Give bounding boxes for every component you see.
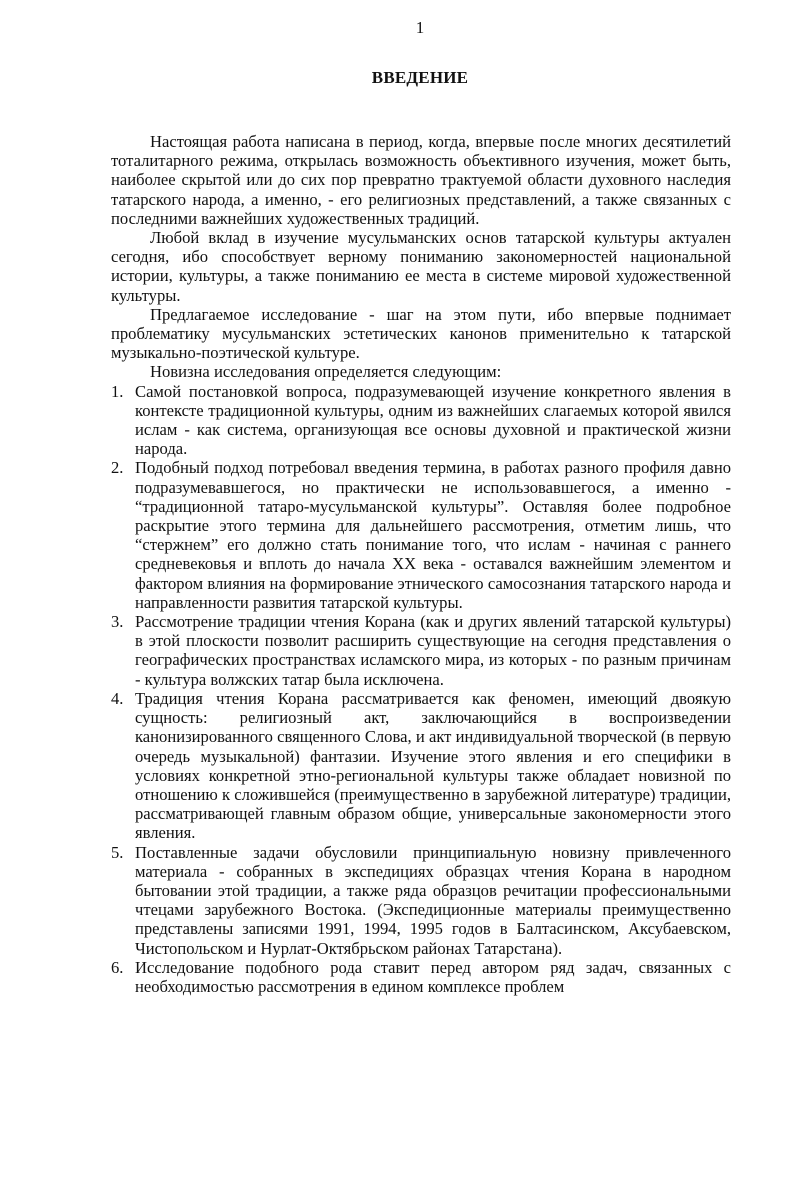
- list-item: [111, 689, 731, 843]
- paragraph-research: Предлагаемое исследование - шаг на этом пути, ибо впервые поднимает проблематику мусульманских эстетических канонов применительно к татарской музыкально-поэтической культуре.: [111, 304, 731, 363]
- list-item-number: 1.: [111, 381, 124, 401]
- list-item-text: Традиция чтения Корана рассматривается как феномен, имеющий двоякую сущность: религиозный акт, заключающийся в воспроизведении канонизированного священного Слова, и акт индивидуальной творческой (в первую очередь музыкальной) фантазии. Изучение этого явления и его специфики в условиях конкретной этно-региональной культуры также обладает новизной по отношению к сложившейся (преимущественно в зарубежной литературе) традиции, рассматривающей главным образом общие, универсальные закономерности этого явления.: [135, 688, 731, 843]
- list-item: [111, 958, 731, 996]
- list-item: [111, 458, 731, 612]
- list-item: [111, 612, 731, 689]
- document-body: [111, 132, 731, 996]
- page-title: ВВЕДЕНИЕ: [371, 68, 469, 87]
- list-item-text: Рассмотрение традиции чтения Корана (как и других явлений татарской культуры) в этой плоскости позволит расширить существующие на сегодня представления о географических пространствах исламского мира, из которых - по разным причинам - культура волжских татар была исключена.: [135, 612, 731, 689]
- list-item-text: Самой постановкой вопроса, подразумевающей изучение конкретного явления в контексте традиционной культуры, одним из важнейших слагаемых которой явился ислам - как система, организующая все основы духовной и практической жизни народа.: [135, 381, 731, 459]
- list-item-number: 6.: [111, 957, 124, 977]
- paragraph-novelty: Новизна исследования определяется следующим:: [150, 362, 502, 382]
- paragraph-relevance: Любой вклад в изучение мусульманских основ татарской культуры актуален сегодня, ибо способствует верному пониманию закономерностей национальной истории, культуры, а также пониманию ее места в системе мировой художественной культуры.: [111, 228, 731, 305]
- list-item-text: Подобный подход потребовал введения термина, в работах разного профиля давно подразумевавшегося, но практически не использовавшегося, а именно - “традиционной татаро-мусульманской культуры”. Оставляя более подробное раскрытие этого термина для дальнейшего рассмотрения, отметим лишь, что “стержнем” его должно стать понимание того, что ислам - начиная с раннего средневековья и вплоть до начала XX века - оставался важнейшим элементом и фактором влияния на формирование этнического самосознания татарского народа и направленности развития татарской культуры.: [135, 458, 731, 612]
- list-item: [111, 843, 731, 958]
- novelty-list: [111, 382, 731, 997]
- list-item-text: Исследование подобного рода ставит перед автором ряд задач, связанных с необходимостью рассмотрения в едином комплексе проблем: [135, 957, 731, 996]
- list-item-number: 5.: [111, 842, 124, 862]
- page-number: 1: [415, 18, 425, 37]
- list-item: [111, 382, 731, 459]
- paragraph-intro: Настоящая работа написана в период, когда, впервые после многих десятилетий тоталитарного режима, открылась возможность объективного изучения, может быть, наиболее скрытой или до сих пор превратно трактуемой области духовного наследия татарского народа, а именно, - его религиозных представлений, а также связанных с последними важнейших художественных традиций.: [111, 132, 731, 228]
- list-item-number: 3.: [111, 612, 124, 632]
- list-item-number: 2.: [111, 458, 124, 478]
- list-item-number: 4.: [111, 688, 124, 708]
- list-item-text: Поставленные задачи обусловили принципиальную новизну привлеченного материала - собранных в экспедициях образцах чтения Корана в народном бытовании этой традиции, а также ряда образцов речитации профессиональными чтецами зарубежного Востока. (Экспедиционные материалы преимущественно представлены записями 1991, 1994, 1995 годов в Балтасинском, Аксубаевском, Чистопольском и Нурлат-Октябрьском районах Татарстана).: [135, 842, 731, 958]
